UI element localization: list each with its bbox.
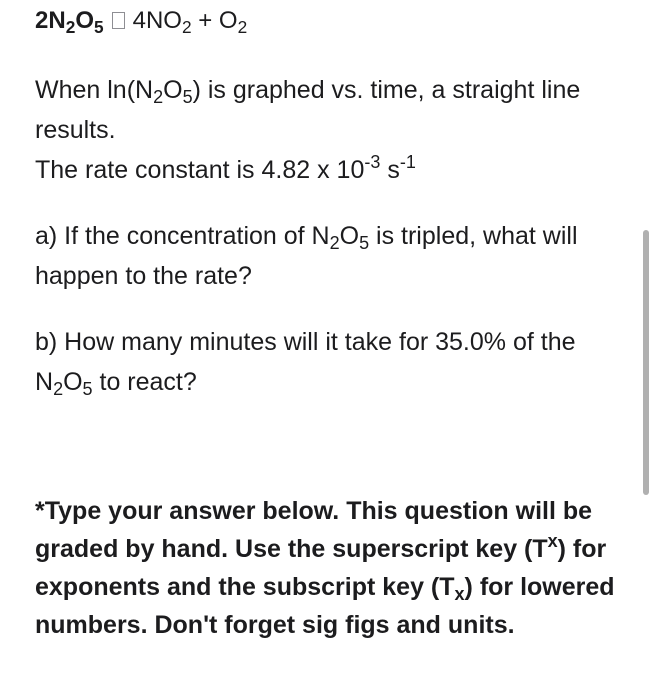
reaction-arrow-icon [112, 12, 125, 29]
intro-text-end: ) is graphed vs. time, a straight line results. [35, 76, 581, 144]
product-no2 [132, 7, 192, 37]
question-b [35, 322, 620, 402]
intro-subscript-o: 5 [182, 87, 193, 108]
intro-paragraph [35, 70, 620, 190]
reactant-element-n: N [48, 7, 66, 34]
product1-subscript: 2 [181, 16, 192, 37]
instructions-text-3: ) for lowered numbers. Don't forget sig figs and units. [35, 573, 615, 639]
product-o2 [218, 7, 248, 37]
question-a-text-o: O [339, 222, 360, 250]
question-a [35, 216, 620, 296]
reactant-subscript-o: 5 [93, 16, 104, 37]
question-b-text-end: to react? [92, 368, 197, 396]
rate-constant-text: The rate constant is 4.82 x 10 [35, 156, 365, 184]
question-a-subscript-o: 5 [359, 233, 370, 254]
reactant-element-o: O [75, 7, 94, 34]
reactant-subscript-n: 2 [65, 16, 76, 37]
vertical-scrollbar[interactable] [643, 230, 649, 495]
intro-text-o: O [163, 76, 183, 104]
instructions-text-1: *Type your answer below. This question will be graded by hand. Use the superscript key (T [35, 497, 593, 563]
product1-coefficient: 4 [132, 7, 146, 34]
rate-unit-exponent: -1 [399, 152, 416, 173]
subscript-key-symbol: x [454, 584, 465, 605]
question-a-text-end: is tripled, what will happen to the rate? [35, 222, 578, 290]
instructions-text-2: ) for exponents and the subscript key (T [35, 535, 607, 601]
reaction-equation [35, 6, 247, 36]
rate-constant-exponent: -3 [364, 152, 381, 173]
product2-formula: O [218, 7, 238, 34]
product2-subscript: 2 [237, 16, 248, 37]
product1-formula: NO [145, 7, 182, 34]
reactant-coefficient: 2 [35, 7, 49, 34]
question-a-text-start: a) If the concentration of N [35, 222, 330, 250]
rate-constant-unit: s [380, 156, 400, 184]
intro-text-start: When ln(N [35, 76, 154, 104]
question-b-text-start: b) How many minutes will it take for 35.0% of the N [35, 328, 576, 396]
question-a-subscript-n: 2 [329, 233, 340, 254]
plus-sign: + [198, 7, 213, 34]
answer-instructions [35, 492, 620, 644]
superscript-key-symbol: x [547, 531, 558, 552]
question-b-text-o: O [63, 368, 83, 396]
question-b-subscript-o: 5 [82, 379, 93, 400]
reactant [35, 7, 104, 37]
intro-subscript-n: 2 [153, 87, 164, 108]
question-b-subscript-n: 2 [53, 379, 64, 400]
